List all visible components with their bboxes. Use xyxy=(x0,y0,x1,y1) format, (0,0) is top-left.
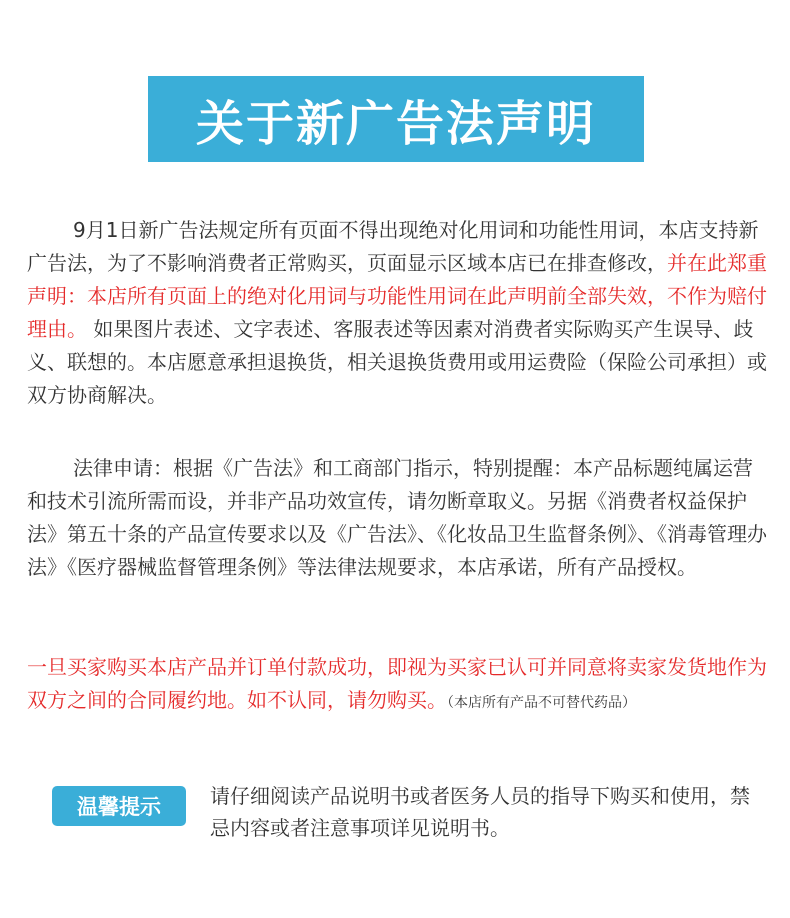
warm-tip-label: 温馨提示 xyxy=(77,795,161,819)
ad-law-red-statement: 并在此郑重声明：本店所有页面上的绝对化用词与功能性用词在此声明前全部失效，不作为赔付理由。 xyxy=(27,251,767,341)
title-banner xyxy=(148,76,644,162)
warm-tip-badge xyxy=(52,786,186,826)
purchase-agreement-red-text: 一旦买家购买本店产品并订单付款成功，即视为买家已认可并同意将卖家发货地作为双方之间的合同履约地。如不认同，请勿购买。 xyxy=(27,655,767,712)
legal-notice-paragraph xyxy=(27,452,767,584)
ad-law-text-1: 9月1日新广告法规定所有页面不得出现绝对化用词和功能性用词，本店支持新广告法，为了不影响消费者正常购买，页面显示区域本店已在排查修改， xyxy=(27,218,759,275)
ad-law-text-2: 如果图片表述、文字表述、客服表述等因素对消费者实际购买产生误导、歧义、联想的。本店愿意承担退换货，相关退换货费用或用运费险（保险公司承担）或双方协商解决。 xyxy=(27,317,767,407)
legal-notice-text: 法律申请：根据《广告法》和工商部门指示，特别提醒：本产品标题纯属运营和技术引流所需而设，并非产品功效宣传，请勿断章取义。另据《消费者权益保护法》第五十条的产品宣传要求以及《广告法》、《化妆品卫生监督条例》、《消毒管理办法》《医疗器械监督管理条例》等法律法规要求，本店承诺，所有产品授权。 xyxy=(27,456,767,579)
not-medicine-note: （本店所有产品不可替代药品） xyxy=(447,695,636,711)
page-title: 关于新广告法声明 xyxy=(195,95,596,152)
warm-tip-text: 请仔细阅读产品说明书或者医务人员的指导下购买和使用，禁忌内容或者注意事项详见说明书。 xyxy=(210,784,750,840)
ad-law-paragraph xyxy=(27,214,767,412)
purchase-agreement-paragraph xyxy=(27,651,767,720)
